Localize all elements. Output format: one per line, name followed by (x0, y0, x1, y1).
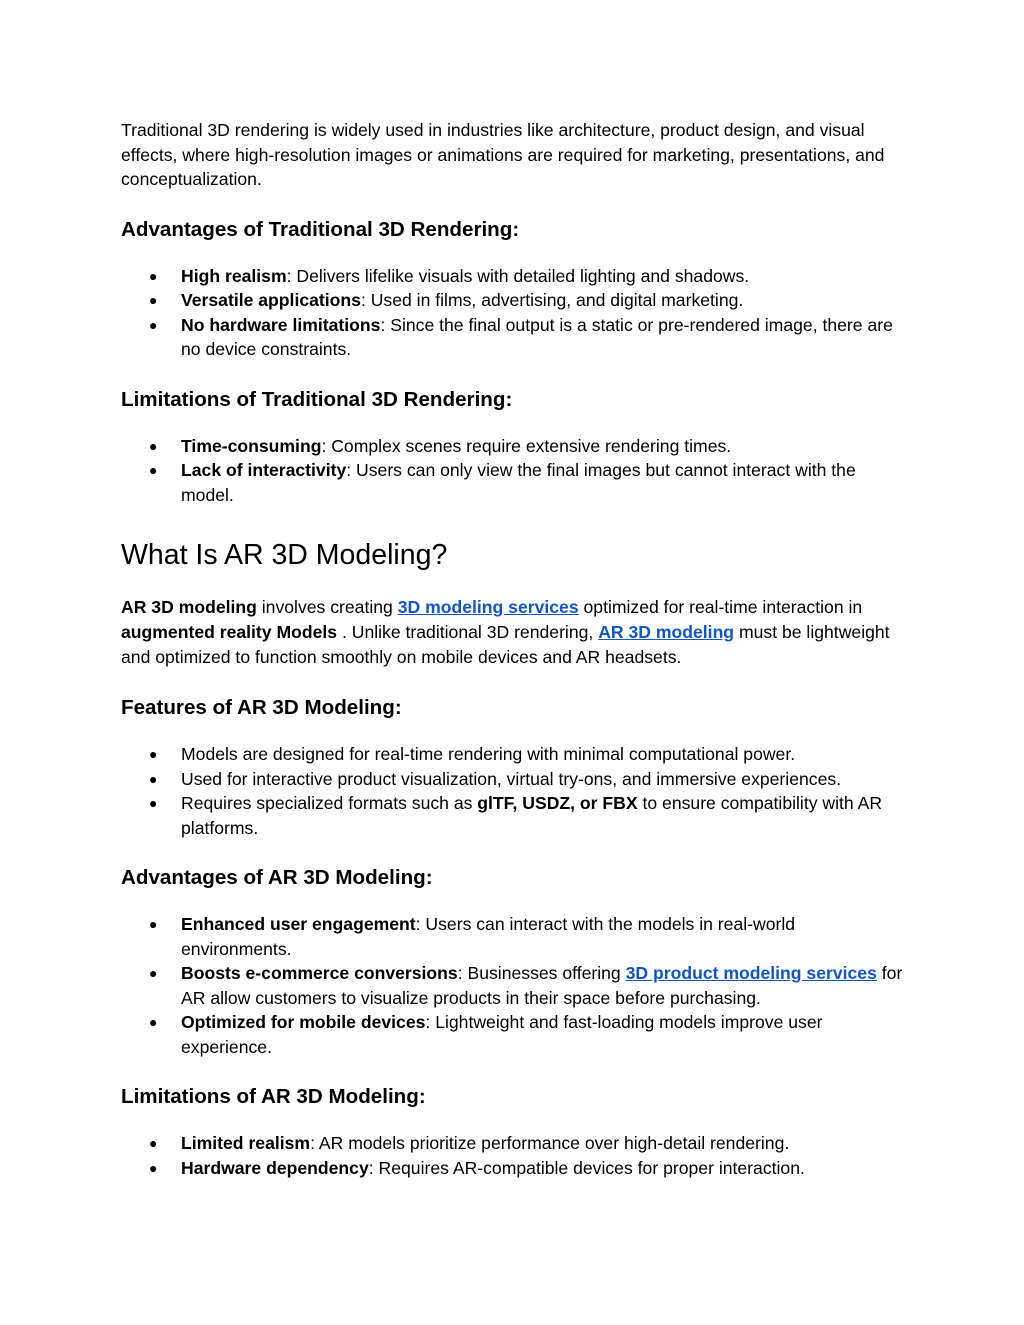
item-text: to ensure compatibility with AR platforms. (181, 793, 883, 838)
item-text: : Users can interact with the models in real-world environments. (181, 914, 796, 959)
ar-intro-paragraph (121, 595, 906, 670)
item-term: No hardware limitations (181, 314, 381, 335)
text-run: must be lightweight and optimized to function smoothly on mobile devices and AR headsets. (121, 622, 890, 667)
list-item (121, 458, 906, 507)
item-text: : Used in films, advertising, and digital marketing. (360, 290, 744, 310)
list-item: ● Models are designed for real-time rendering with minimal computational power. (121, 742, 906, 767)
intro-paragraph: Traditional 3D rendering is widely used in industries like architecture, product design, and visual effects, where high-resolution images or animations are required for marketing, presentations, and conceptualization. (121, 120, 885, 189)
item-text: : Lightweight and fast-loading models improve user experience. (181, 1012, 823, 1057)
list-item (121, 791, 906, 840)
list-trad-advantages (121, 264, 906, 362)
link-ar-3d-modeling[interactable]: AR 3D modeling (598, 622, 735, 642)
item-term: Versatile applications (181, 290, 361, 310)
text-run: involves creating (256, 597, 398, 617)
list-ar-advantages (121, 912, 906, 1059)
item-term: glTF, USDZ, or FBX (477, 793, 638, 813)
item-text: for AR allow customers to visualize products in their space before purchasing. (181, 963, 903, 1008)
item-text: : Since the final output is a static or pre-rendered image, there are no device constraints. (181, 314, 893, 359)
list-item: ● Used for interactive product visualization, virtual try-ons, and immersive experiences. (121, 767, 906, 792)
list-item (121, 288, 906, 313)
list-ar-features (121, 742, 906, 840)
document-body (121, 118, 906, 1180)
list-trad-limitations (121, 434, 906, 508)
item-term: Boosts e-commerce conversions (181, 963, 458, 983)
item-text: : Requires AR-compatible devices for proper interaction. (368, 1157, 805, 1178)
heading-ar-features: Features of AR 3D Modeling: (121, 696, 402, 719)
item-term: Hardware dependency (181, 1157, 369, 1178)
link-3d-modeling-services[interactable]: 3D modeling services (397, 597, 579, 617)
bold-term: augmented reality Models (121, 622, 338, 642)
item-text: : AR models prioritize performance over high-detail rendering. (310, 1133, 790, 1153)
item-term: Enhanced user engagement (181, 914, 416, 934)
item-term: High realism (181, 265, 287, 286)
list-item (121, 264, 906, 289)
link-3d-product-modeling-services[interactable]: 3D product modeling services (625, 963, 877, 983)
list-item (121, 1010, 906, 1059)
item-term: Time-consuming (181, 435, 322, 456)
list-item (121, 961, 906, 1010)
section-title-ar: What Is AR 3D Modeling? (121, 539, 448, 571)
item-text: : Businesses offering (457, 963, 626, 983)
heading-ar-advantages: Advantages of AR 3D Modeling: (121, 866, 433, 889)
list-item (121, 912, 906, 961)
item-text: : Delivers lifelike visuals with detailed lighting and shadows. (286, 265, 750, 286)
bold-term: AR 3D modeling (121, 597, 257, 617)
list-item (121, 1131, 906, 1156)
item-text: Requires specialized formats such as (181, 793, 478, 813)
text-run: optimized for real-time interaction in (578, 597, 863, 617)
item-text: : Complex scenes require extensive rendering times. (321, 435, 732, 456)
item-text: : Users can only view the final images but cannot interact with the model. (181, 460, 856, 505)
heading-ar-limitations: Limitations of AR 3D Modeling: (121, 1085, 426, 1108)
item-term: Optimized for mobile devices (181, 1012, 426, 1032)
list-ar-limitations (121, 1131, 906, 1180)
heading-trad-limitations: Limitations of Traditional 3D Rendering: (121, 387, 513, 411)
item-term: Lack of interactivity (181, 460, 347, 480)
list-item (121, 1156, 906, 1181)
heading-trad-advantages: Advantages of Traditional 3D Rendering: (121, 217, 520, 241)
text-run: . Unlike traditional 3D rendering, (337, 622, 599, 642)
item-term: Limited realism (181, 1133, 311, 1153)
list-item (121, 434, 906, 459)
list-item (121, 313, 906, 362)
